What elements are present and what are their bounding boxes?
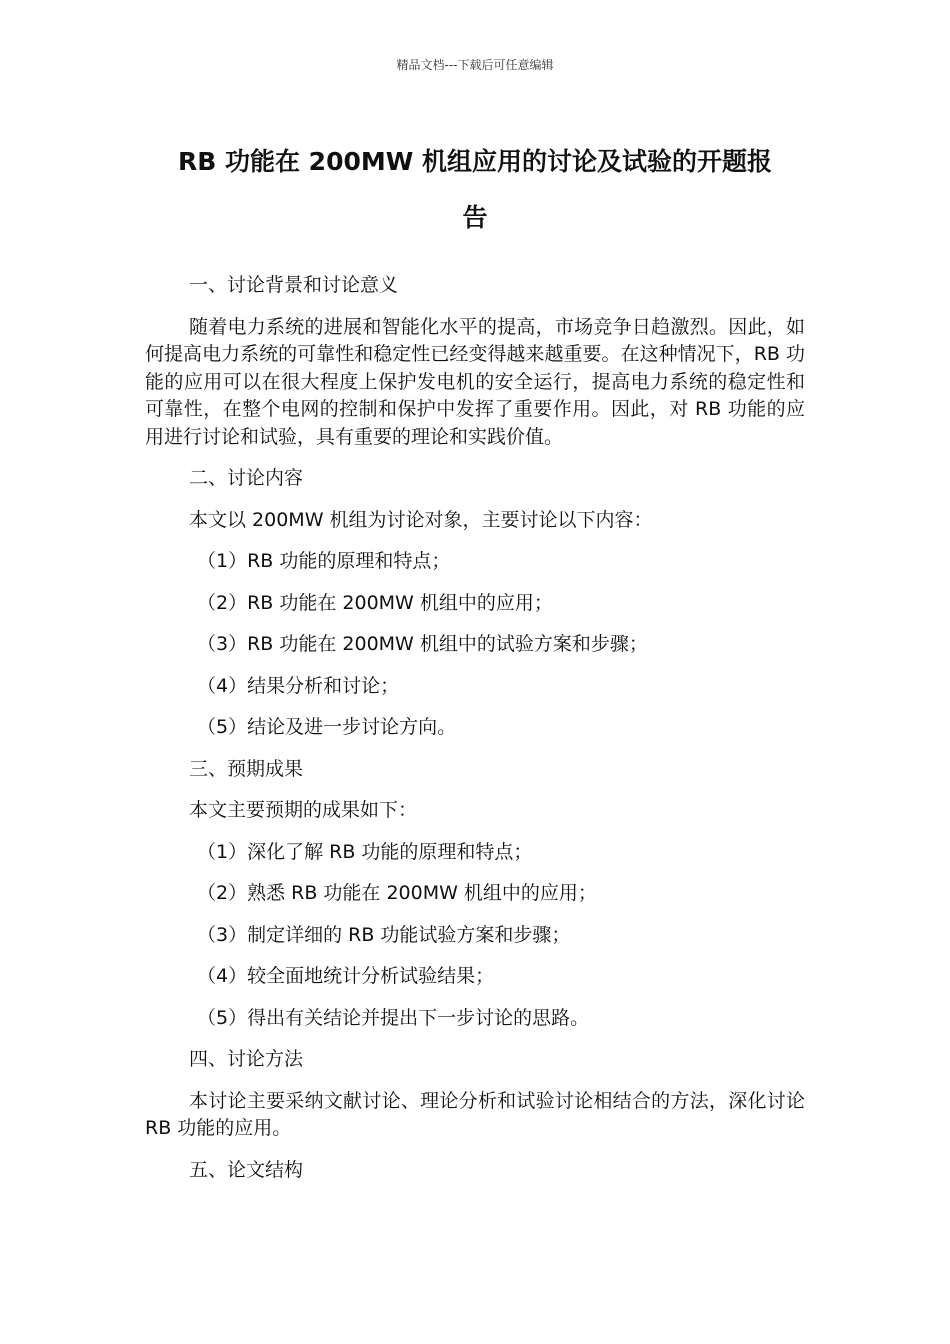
section-heading-content: 二、讨论内容 (189, 467, 304, 489)
section-paragraph-background: 随着电力系统的进展和智能化水平的提高，市场竞争日趋激烈。因此，如何提高电力系统的可靠性和稳定性已经变得越来越重要。在这种情况下，RB 功能的应用可以在很大程度上保护发电机的安全运行，提高电力系统的稳定性和可靠性，在整个电网的控制和保护中发挥了重要作用。因此，对 RB 功能的应用进行讨论和试验，具有重要的理论和实践价值。 (145, 315, 805, 448)
results-intro: 本文主要预期的成果如下： (189, 799, 418, 821)
section-paragraph-method: 本讨论主要采纳文献讨论、理论分析和试验讨论相结合的方法，深化讨论 RB 功能的应用。 (145, 1089, 805, 1139)
list-item: （5）得出有关结论并提出下一步讨论的思路。 (197, 1006, 590, 1029)
title-line-2: 告 (462, 203, 488, 232)
list-item: （4）较全面地统计分析试验结果； (197, 965, 495, 987)
title-line-1: RB 功能在 200MW 机组应用的讨论及试验的开题报 (177, 147, 773, 176)
list-item: （5）结论及进一步讨论方向。 (197, 716, 457, 738)
section-heading-results: 三、预期成果 (189, 757, 304, 780)
list-item: （3）RB 功能在 200MW 机组中的试验方案和步骤； (197, 633, 648, 655)
page-header: 精品文档---下载后可任意编辑 (396, 58, 554, 72)
document-body (145, 272, 805, 1198)
list-item: （4）结果分析和讨论； (197, 674, 400, 697)
document-title (145, 134, 805, 246)
section-heading-structure: 五、论文结构 (189, 1158, 304, 1181)
list-item: （2）熟悉 RB 功能在 200MW 机组中的应用； (197, 882, 597, 904)
section-heading-background: 一、讨论背景和讨论意义 (189, 274, 399, 296)
list-item: （2）RB 功能在 200MW 机组中的应用； (197, 591, 553, 614)
list-item: （1）深化了解 RB 功能的原理和特点； (197, 840, 533, 863)
list-item: （3）制定详细的 RB 功能试验方案和步骤； (197, 923, 571, 946)
list-item: （1）RB 功能的原理和特点； (197, 550, 451, 572)
section-heading-method: 四、讨论方法 (189, 1048, 304, 1070)
content-intro: 本文以 200MW 机组为讨论对象，主要讨论以下内容： (189, 508, 653, 531)
